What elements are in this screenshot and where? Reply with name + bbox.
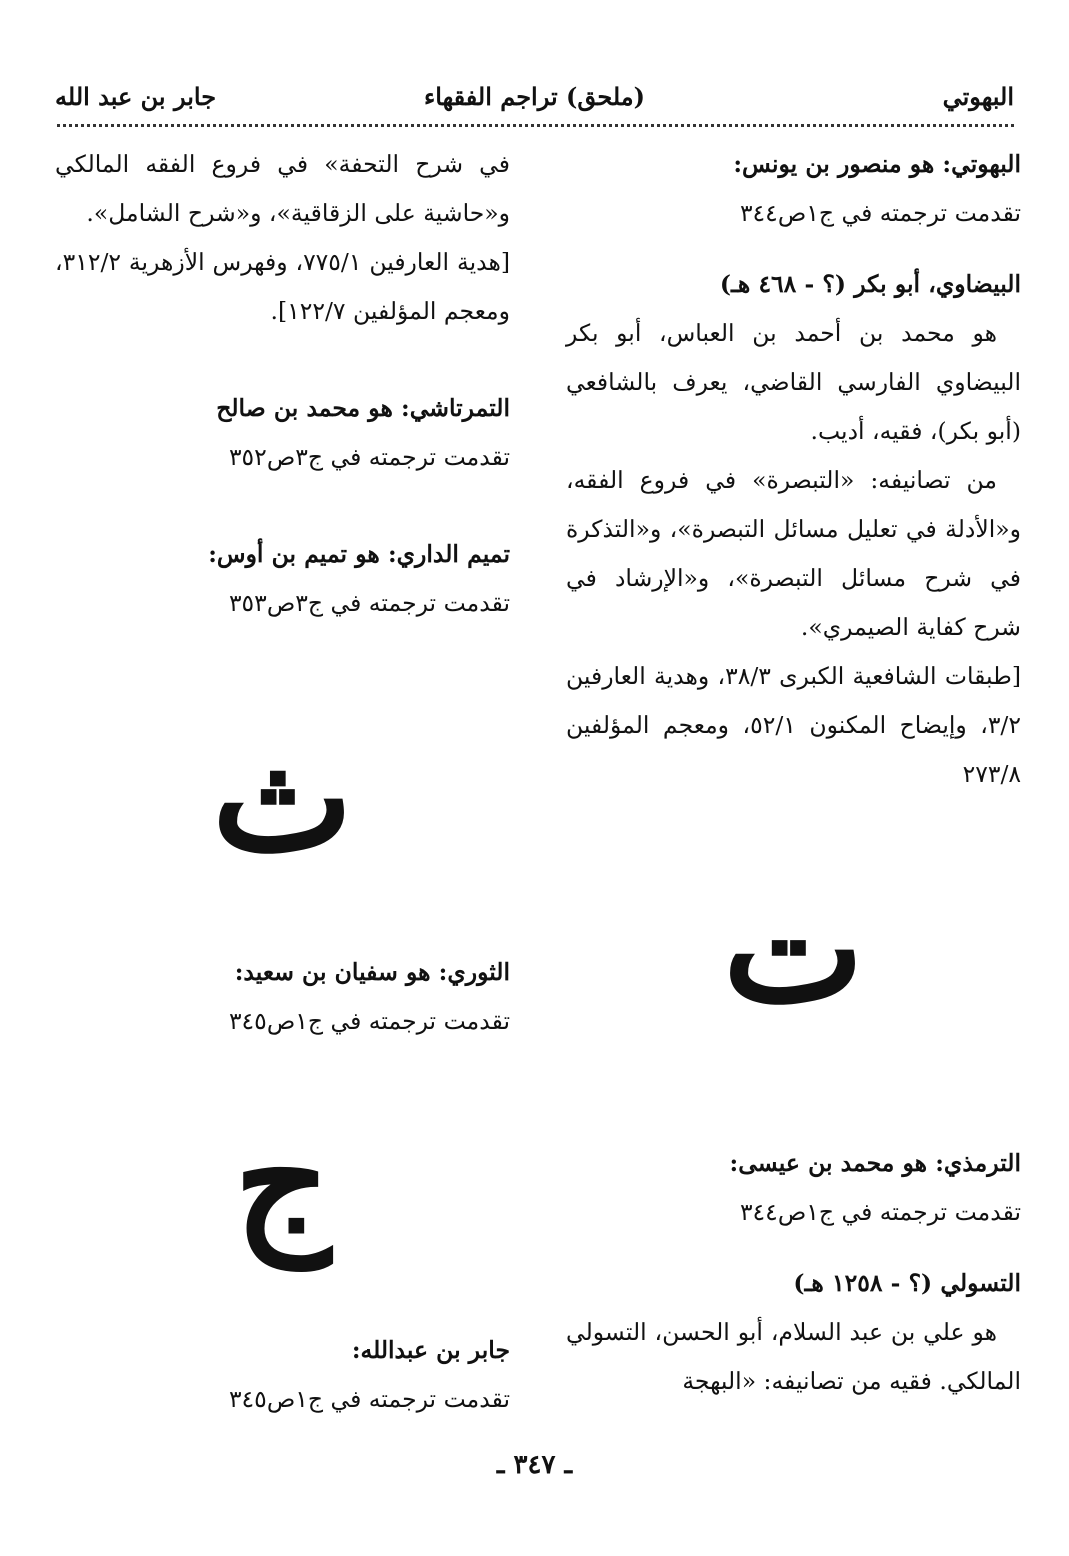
entry-bio-baydawi: هو محمد بن أحمد بن العباس، أبو بكر البيضاوي الفارسي القاضي، يعرف بالشافعي (أبو بكر)، فقيه، أديب. xyxy=(566,319,1021,445)
entry-ref-jabir: تقدمت ترجمته في ج١ص٣٤٥ xyxy=(228,1385,510,1413)
entry-ref-tamim: تقدمت ترجمته في ج٣ص٣٥٣ xyxy=(228,589,510,617)
page-number: ـ ٣٤٧ ـ xyxy=(496,1450,573,1480)
entry-heading-tamim: تميم الداري: هو تميم بن أوس: xyxy=(208,540,510,568)
section-letter-jim: ج xyxy=(234,1093,331,1269)
entry-works-tasuli-continued: في شرح التحفة» في فروع الفقه المالكي و«حاشية على الزقاقية»، و«شرح الشامل». xyxy=(55,150,510,227)
header-dotted-rule xyxy=(57,124,1014,127)
entry-works-baydawi: من تصانيفه: «التبصرة» في فروع الفقه، و«الأدلة في تعليل مسائل التبصرة»، و«التذكرة في شرح مسائل التبصرة»، و«الإرشاد في شرح كفاية الصيمري». xyxy=(566,466,1021,641)
entry-heading-tasuli: التسولي (؟ - ١٢٥٨ هـ) xyxy=(793,1269,1021,1297)
entry-heading-timurtashi: التمرتاشي: هو محمد بن صالح xyxy=(216,394,510,422)
entry-ref-tirmidhi: تقدمت ترجمته في ج١ص٣٤٤ xyxy=(739,1198,1021,1226)
right-column xyxy=(566,140,1021,1406)
entry-ref-timurtashi: تقدمت ترجمته في ج٣ص٣٥٢ xyxy=(228,443,510,471)
entry-sources-baydawi: [طبقات الشافعية الكبرى ٣٨/٣، وهدية العارفين ٣/٢، وإيضاح المكنون ٥٢/١، ومعجم المؤلفين ٢٧٣/٨ xyxy=(566,662,1021,788)
entry-heading-tirmidhi: الترمذي: هو محمد بن عيسى: xyxy=(729,1149,1021,1177)
entry-heading-thawri: الثوري: هو سفيان بن سعيد: xyxy=(234,958,510,986)
entry-bio-tasuli: هو علي بن عبد السلام، أبو الحسن، التسولي المالكي. فقيه من تصانيفه: «البهجة xyxy=(566,1318,1021,1395)
entry-heading-jabir: جابر بن عبدالله: xyxy=(351,1336,510,1364)
header-entry-range-start: البهوتي xyxy=(942,82,1014,111)
section-letter-ta: ت xyxy=(722,861,865,1037)
entry-ref-thawri: تقدمت ترجمته في ج١ص٣٤٥ xyxy=(228,1007,510,1035)
entry-heading-baydawi: البيضاوي، أبو بكر (؟ - ٤٦٨ هـ) xyxy=(719,270,1021,298)
left-column xyxy=(55,140,510,1424)
entry-heading-bahuti: البهوتي: هو منصور بن يونس: xyxy=(733,150,1021,178)
section-letter-tha: ث xyxy=(211,710,354,886)
header-entry-range-end: جابر بن عبد الله xyxy=(55,82,217,111)
header-section-title: (ملحق) تراجم الفقهاء xyxy=(423,82,646,111)
entry-ref-bahuti: تقدمت ترجمته في ج١ص٣٤٤ xyxy=(739,199,1021,227)
entry-sources-tasuli: [هدية العارفين ٧٧٥/١، وفهرس الأزهرية ٣١٢/٢، ومعجم المؤلفين ١٢٢/٧]. xyxy=(55,248,510,325)
